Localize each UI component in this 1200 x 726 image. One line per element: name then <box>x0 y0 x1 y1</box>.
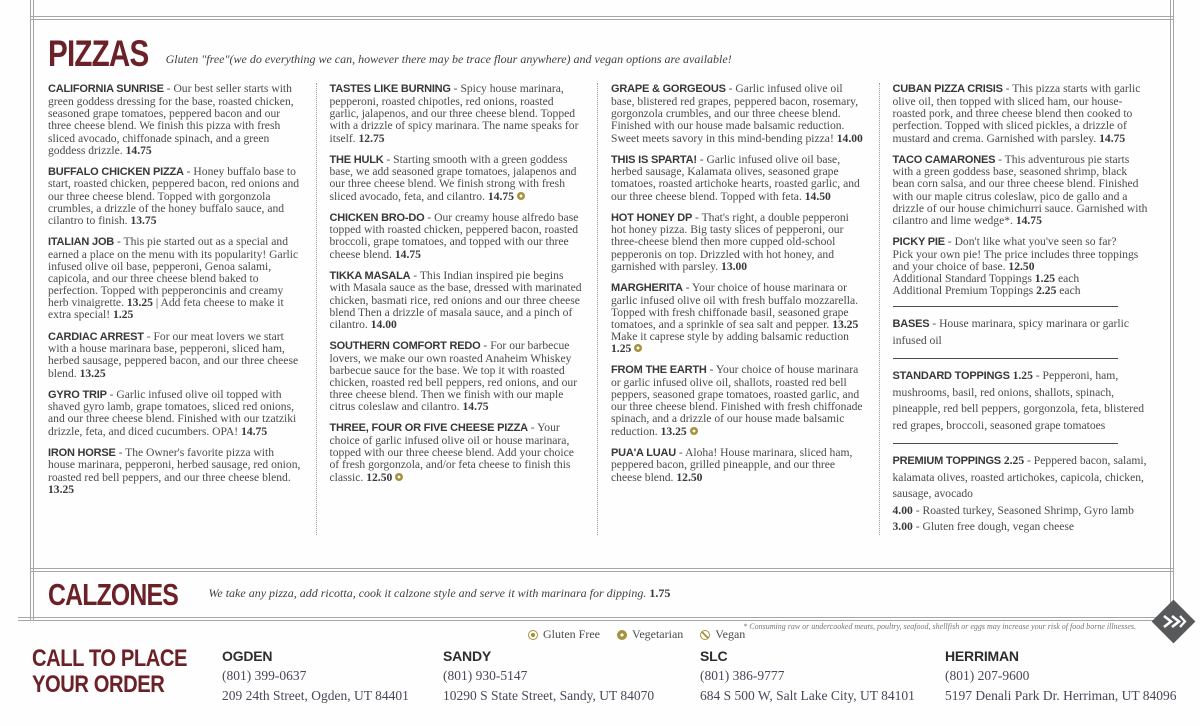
restaurant-logo-icon <box>1150 598 1197 645</box>
menu-item-name: PUA'A LUAU <box>611 446 676 459</box>
menu-item-price: 13.25 <box>79 366 106 380</box>
menu-item-description: - For our barbecue lovers, we make our own roasted Anaheim Whiskey barbecue sauce for the base. We top it with roasted chicken, roasted red bell peppers, red onions, and our three cheese blend. Then we finish with our maple citrus coleslaw and cilantro. <box>329 339 578 414</box>
legend-gluten-free <box>528 627 600 642</box>
vegetarian-icon <box>634 344 642 352</box>
menu-item-name: HOT HONEY DP <box>611 211 693 224</box>
legend-label: Vegetarian <box>631 627 684 641</box>
calzones-price: 1.75 <box>649 585 671 600</box>
location-slc <box>700 648 915 704</box>
menu-item <box>611 364 867 437</box>
menu-item <box>330 154 586 203</box>
menu-item-price: 12.50 <box>676 470 703 484</box>
menu-item-name: GYRO TRIP <box>48 388 107 401</box>
menu-item-name: MARGHERITA <box>611 281 683 294</box>
menu-item <box>893 316 1149 349</box>
menu-item-description: - Don't like what you've seen so far? <box>944 235 1117 249</box>
menu-item-description: - Peppered bacon, salami, kalamata olives, roasted artichokes, capicola, chicken, sausage, avocado <box>892 454 1147 501</box>
call-heading-line2: YOUR ORDER <box>32 671 165 699</box>
pizzas-header <box>34 22 1168 74</box>
menu-item-name: CALIFORNIA SUNRISE <box>48 83 164 96</box>
menu-item <box>611 154 867 203</box>
menu-item-name: IRON HORSE <box>48 446 116 459</box>
location-phone: (801) 399-0637 <box>222 668 307 683</box>
menu-item-price: 14.75 <box>462 400 489 414</box>
menu-item-description: | Add feta cheese to make it extra special! <box>48 296 284 322</box>
menu-item-description: - Starting smooth with a green goddess base, we add seasoned grape tomatoes, jalapenos and our three cheese blend. We finish strong with fresh sliced avocado, feta, and cilantro. <box>329 152 577 203</box>
menu-item <box>330 270 586 331</box>
menu-item-description: - This pizza starts with garlic olive oil, then topped with sliced ham, our house-roasted pork, and three cheese blend then cooked to perfection. Topped with sliced pickles, a drizzle of mustard and crema. Garnished with parsley. <box>892 83 1141 145</box>
menu-item <box>893 453 1149 535</box>
menu-item-description: Make it caprese style by adding balsamic reduction <box>611 330 849 344</box>
menu-item-name: CHICKEN BRO-DO <box>329 211 425 224</box>
menu-item-description: each <box>1056 284 1081 298</box>
vegetarian-icon <box>517 192 525 200</box>
menu-item <box>611 83 867 144</box>
menu-item-price: 14.75 <box>241 424 268 438</box>
menu-item <box>48 447 304 496</box>
divider-rule <box>893 358 1119 359</box>
menu-item-description: - Honey buffalo base to start, roasted chicken, peppered bacon, red onions and our three cheese blend. Topped with gorgonzola crumbles, a drizzle of the honey buffalo sauce, and cilantro to finish. <box>48 164 300 227</box>
menu-item-price: 3.00 <box>892 520 913 534</box>
location-ogden <box>222 648 409 704</box>
menu-item-price: 1.25 <box>1009 369 1033 383</box>
menu-item <box>611 447 867 484</box>
menu-item-price: 14.75 <box>1015 213 1042 227</box>
menu-item <box>893 368 1149 434</box>
menu-item-price: 12.75 <box>358 131 385 145</box>
legend-vegetarian <box>617 627 683 642</box>
menu-item <box>611 212 867 273</box>
menu-item-description: - The Owner's favorite pizza with house marinara, pepperoni, herbed sausage, red onion, roasted red bell peppers, and our three cheese blend. <box>48 445 301 484</box>
divider-rule <box>893 306 1119 307</box>
location-address: 209 24th Street, Ogden, UT 84401 <box>222 688 409 703</box>
frame-bottom-rule <box>18 617 1174 621</box>
frame-top-rule <box>30 16 1174 20</box>
menu-item-description: - This pie started out as a special and earned a place on the menu with its popularity! Garlic infused olive oil base, pepperoni, Genoa salami, capicola, and our three cheese blend baked to perfection. Topped with pepperoncinis and creamy herb vinaigrette. <box>48 235 299 310</box>
food-safety-disclaimer: * Consuming raw or undercooked meats, poultry, seafood, shellfish or eggs may increase your risk of food borne illnesses. <box>743 622 1136 631</box>
menu-item-price: 12.50 <box>1008 259 1035 273</box>
location-phone: (801) 386-9777 <box>700 668 785 683</box>
legend-vegan <box>700 627 745 642</box>
menu-item-description: - Garlic infused olive oil base, herbed sausage, Kalamata olives, seasoned grape tomatoes, roasted artichoke hearts, roasted garlic, and our three cheese blend. Topped with feta. <box>611 152 860 203</box>
menu-item-price: 13.75 <box>130 213 157 227</box>
menu-item-price: 2.25 <box>1000 454 1025 468</box>
location-name: HERRIMAN <box>945 648 1019 664</box>
menu-item <box>330 212 586 261</box>
menu-item-price: 13.00 <box>721 259 748 273</box>
location-name: SLC <box>700 648 728 664</box>
pizza-column-2 <box>316 83 598 535</box>
location-address: 5197 Denali Park Dr. Herriman, UT 84096 <box>945 688 1177 703</box>
menu-item-name: CARDIAC ARREST <box>48 330 144 343</box>
menu-item-description: Pick your own pie! The price includes three toppings and your choice of base. <box>892 247 1139 273</box>
vegetarian-icon <box>395 473 403 481</box>
menu-item-price: 14.75 <box>125 143 152 157</box>
menu-item-name: BASES <box>892 318 930 331</box>
menu-item-price: 1.25 <box>611 342 632 356</box>
menu-item-description: - Spicy house marinara, pepperoni, roasted chipotles, red onions, roasted garlic, jalapenos, and our three cheese blend. Topped with a drizzle of spicy marinara. The name speaks for itself. <box>329 83 579 145</box>
menu-item <box>48 236 304 322</box>
menu-item-price: 14.00 <box>370 317 397 331</box>
menu-item-name: THIS IS SPARTA! <box>611 153 697 166</box>
menu-item-price: 14.75 <box>487 189 514 203</box>
menu-item-description: Additional Premium Toppings <box>892 284 1037 298</box>
menu-item-price: 14.75 <box>1099 131 1126 145</box>
menu-item-description: - Our creamy house alfredo base topped with roasted chicken, peppered bacon, roasted broccoli, grape tomatoes, and topped with our three cheese blend. <box>329 210 579 261</box>
menu-item <box>893 154 1149 227</box>
location-address: 10290 S State Street, Sandy, UT 84070 <box>443 688 655 703</box>
menu-item-name: TACO CAMARONES <box>892 153 996 166</box>
calzones-note-text: We take any pizza, add ricotta, cook it calzone style and serve it with marinara for dipping. <box>208 585 647 600</box>
divider-rule <box>893 443 1119 444</box>
menu-item-description: - Roasted turkey, Seasoned Shrimp, Gyro lamb <box>912 503 1134 517</box>
dietary-legend <box>528 627 745 642</box>
menu-item-name: CUBAN PIZZA CRISIS <box>892 83 1003 96</box>
menu-item <box>330 340 586 413</box>
pizza-column-1 <box>48 83 316 535</box>
menu-item-name: THE HULK <box>329 153 384 166</box>
menu-item-price: 12.50 <box>366 470 393 484</box>
menu-item <box>893 236 1149 297</box>
location-name: SANDY <box>443 648 492 664</box>
menu-item-name: THREE, FOUR OR FIVE CHEESE PIZZA <box>329 422 528 435</box>
menu-item <box>48 389 304 438</box>
menu-item <box>330 83 586 144</box>
menu-item-description: - Pepperoni, ham, mushrooms, basil, red onions, shallots, spinach, pineapple, red bell peppers, gorgonzola, feta, blistered red grapes, broccoli, seasoned grape tomatoes <box>892 369 1145 432</box>
menu-item-name: SOUTHERN COMFORT REDO <box>329 340 481 353</box>
menu-item-description: each <box>1055 271 1080 285</box>
call-to-order-heading <box>32 646 187 699</box>
menu-item-description: - House marinara, spicy marinara or garlic infused oil <box>892 317 1129 347</box>
pizza-column-3 <box>597 83 879 535</box>
menu-item-price: 2.25 <box>1036 284 1057 298</box>
menu-item-name: STANDARD TOPPINGS <box>892 370 1010 383</box>
menu-item-name: FROM THE EARTH <box>611 364 707 377</box>
menu-item-description: - Your choice of house marinara or garlic infused olive oil, shallots, roasted red bell peppers, seasoned grape tomatoes, roasted garlic, and our three cheese blend. Finished with fresh chiffonade spinach, and a drizzle of our house made balsamic reduction. <box>611 363 863 438</box>
menu-item-price: 13.25 <box>832 317 859 331</box>
location-name: OGDEN <box>222 648 273 664</box>
menu-item-description: - That's right, a double pepperoni hot honey pizza. Big tasty slices of pepperoni, our three-cheese blend then more cupped old-school pepperonis on top. Drizzled with hot honey, and garnished with parsley. <box>611 210 849 273</box>
pizzas-calzones-divider-rule <box>30 568 1174 572</box>
menu-item-name: TIKKA MASALA <box>329 269 411 282</box>
calzones-title: CALZONES <box>48 577 178 612</box>
vegetarian-icon <box>690 427 698 435</box>
menu-item-price: 1.25 <box>1034 271 1056 285</box>
location-phone: (801) 930-5147 <box>443 668 528 683</box>
menu-item-price: 13.25 <box>126 296 153 310</box>
frame-right-rule <box>1170 0 1174 618</box>
menu-item-description: - This Indian inspired pie begins with Masala sauce as the base, dressed with marinated chicken, basmati rice, red onions and our three cheese blend Then a drizzle of masala sauce, and a pinch of cilantro. <box>329 268 582 331</box>
pizzas-title: PIZZAS <box>48 33 149 74</box>
menu-item <box>48 166 304 227</box>
legend-label: Gluten Free <box>543 627 600 641</box>
call-heading-line1: CALL TO PLACE <box>32 645 188 672</box>
menu-item <box>330 422 586 483</box>
pizzas-section <box>34 22 1168 535</box>
location-sandy <box>443 648 654 704</box>
menu-item-name: GRAPE & GORGEOUS <box>611 83 726 96</box>
menu-item <box>48 331 304 380</box>
gluten-free-icon <box>528 630 538 640</box>
location-herriman <box>945 648 1176 704</box>
menu-item-description: - Aloha! House marinara, sliced ham, peppered bacon, grilled pineapple, and our three cheese blend. <box>611 445 853 484</box>
menu-item-description: - Your choice of garlic infused olive oil or house marinara, topped with our three cheese blend. Add your choice of fresh gorgonzola, and/or feta cheese to finish this classic. <box>329 421 574 484</box>
menu-item-price: 14.75 <box>394 247 421 261</box>
vegetarian-icon <box>617 630 627 640</box>
calzones-section <box>34 574 1168 612</box>
calzones-note <box>209 586 671 605</box>
location-phone: (801) 207-9600 <box>945 668 1030 683</box>
legend-label: Vegan <box>715 627 746 641</box>
menu-item-description: - Your choice of house marinara or garlic infused olive oil with fresh buffalo mozzarella. Topped with fresh chiffonade basil, seasoned grape tomatoes, and a sprinkle of sea salt and pepper. <box>611 280 859 331</box>
pizzas-note: Gluten "free"(we do everything we can, however there may be trace flour anywhere) and vegan options are available! <box>165 52 732 67</box>
menu-item-name: ITALIAN JOB <box>48 236 115 249</box>
pizza-columns <box>34 83 1168 535</box>
vegan-icon <box>700 630 710 640</box>
menu-item-description: - Gluten free dough, vegan cheese <box>912 520 1075 534</box>
menu-item-description: - Garlic infused olive oil base, blistered red grapes, peppered bacon, rosemary, gorgonzola crumbles, and our three cheese blend. Finished with our house made balsamic reduction. Sweet meets savory in this mind-bending pizza! <box>611 83 859 145</box>
menu-item-price: 14.00 <box>836 131 863 145</box>
menu-item-name: PICKY PIE <box>892 236 945 249</box>
menu-item <box>611 282 867 355</box>
menu-item-price: 14.50 <box>804 189 831 203</box>
menu-item-description: - This adventurous pie starts with a green goddess base, seasoned shrimp, black bean corn salsa, and our three cheese blend. Finished with our maple citrus coleslaw, pico de gallo and a drizzle of our house chimichurri sauce. Garnished with cilantro and lime wedge*. <box>892 152 1148 227</box>
location-address: 684 S 500 W, Salt Lake City, UT 84101 <box>700 688 915 703</box>
menu-item-name: TASTES LIKE BURNING <box>329 83 451 96</box>
menu-item-price: 13.25 <box>660 424 687 438</box>
pizza-column-4 <box>879 83 1161 535</box>
menu-item <box>893 83 1149 144</box>
menu-item-price: 13.25 <box>48 482 75 496</box>
menu-item-description: - For our meat lovers we start with a house marinara base, pepperoni, sliced ham, herbed sausage, peppered bacon, and our three cheese blend. <box>48 329 299 380</box>
menu-item <box>48 83 304 156</box>
menu-item-description: Additional Standard Toppings <box>892 271 1035 285</box>
menu-item-price: 4.00 <box>892 503 913 517</box>
menu-item-description: - Garlic infused olive oil topped with shaved gyro lamb, grape tomatoes, sliced red onions, and our three cheese blend. Finished with our tzatziki drizzle, feta, and diced cucumbers. OPA! <box>48 387 297 438</box>
menu-item-name: BUFFALO CHICKEN PIZZA <box>48 165 184 178</box>
menu-item-price: 1.25 <box>113 308 134 322</box>
menu-item-description: - Our best seller starts with green goddess dressing for the base, roasted chicken, seasoned grape tomatoes, peppered bacon and our three cheese blend. We finish this pizza with fresh sliced avocado, chiffonade spinach, and a green goddess drizzle. <box>48 83 294 157</box>
menu-item-name: PREMIUM TOPPINGS <box>892 455 1001 468</box>
